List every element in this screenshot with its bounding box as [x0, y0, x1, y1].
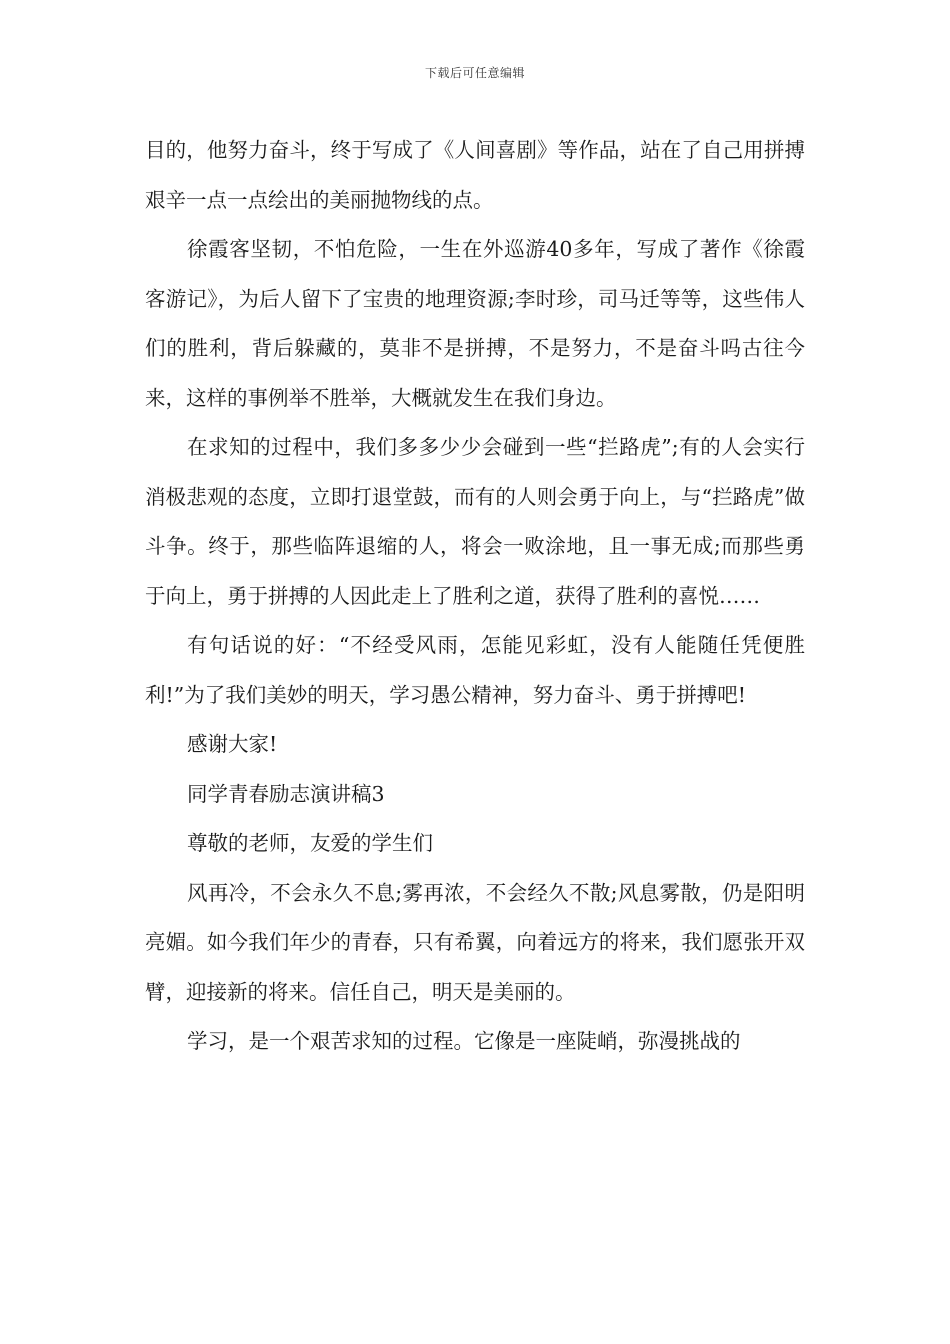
paragraph-saying: 有句话说的好：“不经受风雨，怎能见彩虹，没有人能随任凭便胜利!”为了我们美妙的明天，学习愚公精神，努力奋斗、勇于拼搏吧!	[145, 633, 805, 707]
salutation: 尊敬的老师，友爱的学生们	[187, 831, 433, 855]
document-body	[145, 126, 805, 1067]
section-title: 同学青春励志演讲稿3	[187, 781, 385, 806]
page-header-note: 下载后可任意编辑	[424, 66, 525, 80]
paragraph-learning: 学习，是一个艰苦求知的过程。它像是一座陡峭，弥漫挑战的	[187, 1029, 741, 1053]
paragraph-wind-fog: 风再冷，不会永久不息;雾再浓，不会经久不散;风息雾散，仍是阳明亮媚。如今我们年少的青春，只有希翼，向着远方的将来，我们愿张开双臂，迎接新的将来。信任自己，明天是美丽的。	[145, 880, 805, 1004]
paragraph-thanks: 感谢大家!	[187, 732, 278, 756]
paragraph-obstacles: 在求知的过程中，我们多多少少会碰到一些“拦路虎”;有的人会实行消极悲观的态度，立即打退堂鼓，而有的人则会勇于向上，与“拦路虎”做斗争。终于，那些临阵退缩的人，将会一败涂地，且一事无成;而那些勇于向上，勇于拼搏的人因此走上了胜利之道，获得了胜利的喜悦……	[145, 435, 805, 608]
paragraph-xu-xiake: 徐霞客坚韧，不怕危险，一生在外巡游40多年，写成了著作《徐霞客游记》，为后人留下了宝贵的地理资源;李时珍，司马迁等等，这些伟人们的胜利，背后躲藏的，莫非不是拼搏，不是努力，不是奋斗吗古往今来，这样的事例举不胜举，大概就发生在我们身边。	[145, 237, 805, 410]
paragraph-continuation: 目的，他努力奋斗，终于写成了《人间喜剧》等作品，站在了自己用拼搏艰辛一点一点绘出的美丽抛物线的点。	[145, 138, 805, 212]
